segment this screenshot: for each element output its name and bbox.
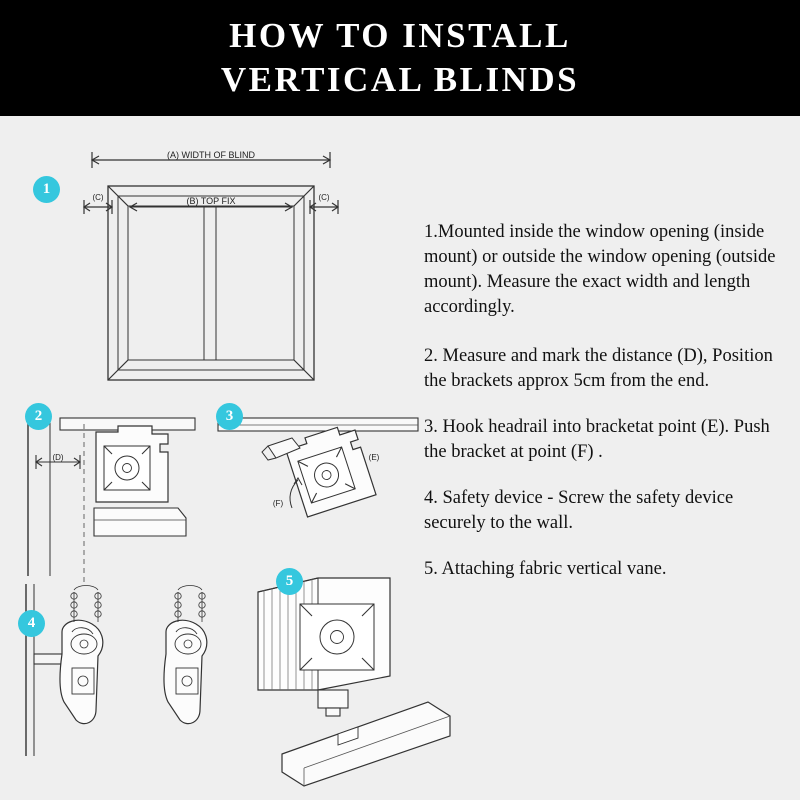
poster-header bbox=[0, 0, 800, 116]
figure-safety-device bbox=[26, 584, 207, 756]
figure-attach-vane bbox=[258, 578, 450, 786]
badge-step-2: 2 bbox=[25, 403, 52, 430]
label-point-e: (E) bbox=[368, 453, 380, 462]
instruction-step-2: 2. Measure and mark the distance (D), Position the brackets approx 5cm from the end. bbox=[424, 346, 773, 391]
title-line-1: HOW TO INSTALL bbox=[229, 16, 571, 55]
badge-step-1: 1 bbox=[33, 176, 60, 203]
label-width-of-blind: (A) WIDTH OF BLIND bbox=[167, 150, 255, 160]
instruction-list bbox=[424, 220, 780, 603]
figure-hook-headrail bbox=[218, 418, 418, 517]
instruction-step-3: 3. Hook headrail into bracketat point (E). Push the bracket at point (F) . bbox=[424, 417, 770, 462]
badge-step-4: 4 bbox=[18, 610, 45, 637]
figure-window bbox=[84, 152, 338, 380]
title-line-2: VERTICAL BLINDS bbox=[220, 60, 580, 99]
label-point-f: (F) bbox=[272, 499, 284, 508]
instruction-step-1: 1.Mounted inside the window opening (inside mount) or outside the window opening (outside mount). Measure the exact width and length accordingly. bbox=[424, 222, 776, 317]
badge-step-3: 3 bbox=[216, 403, 243, 430]
instruction-step-5: 5. Attaching fabric vertical vane. bbox=[424, 559, 667, 579]
figure-bracket-position bbox=[28, 418, 195, 586]
label-d-distance: (D) bbox=[52, 453, 64, 462]
label-c-right: (C) bbox=[318, 193, 330, 202]
poster-body bbox=[0, 116, 800, 800]
instruction-step-4: 4. Safety device - Screw the safety device securely to the wall. bbox=[424, 488, 734, 533]
label-c-left: (C) bbox=[92, 193, 104, 202]
badge-step-5: 5 bbox=[276, 568, 303, 595]
label-top-fix: (B) TOP FIX bbox=[186, 196, 236, 206]
